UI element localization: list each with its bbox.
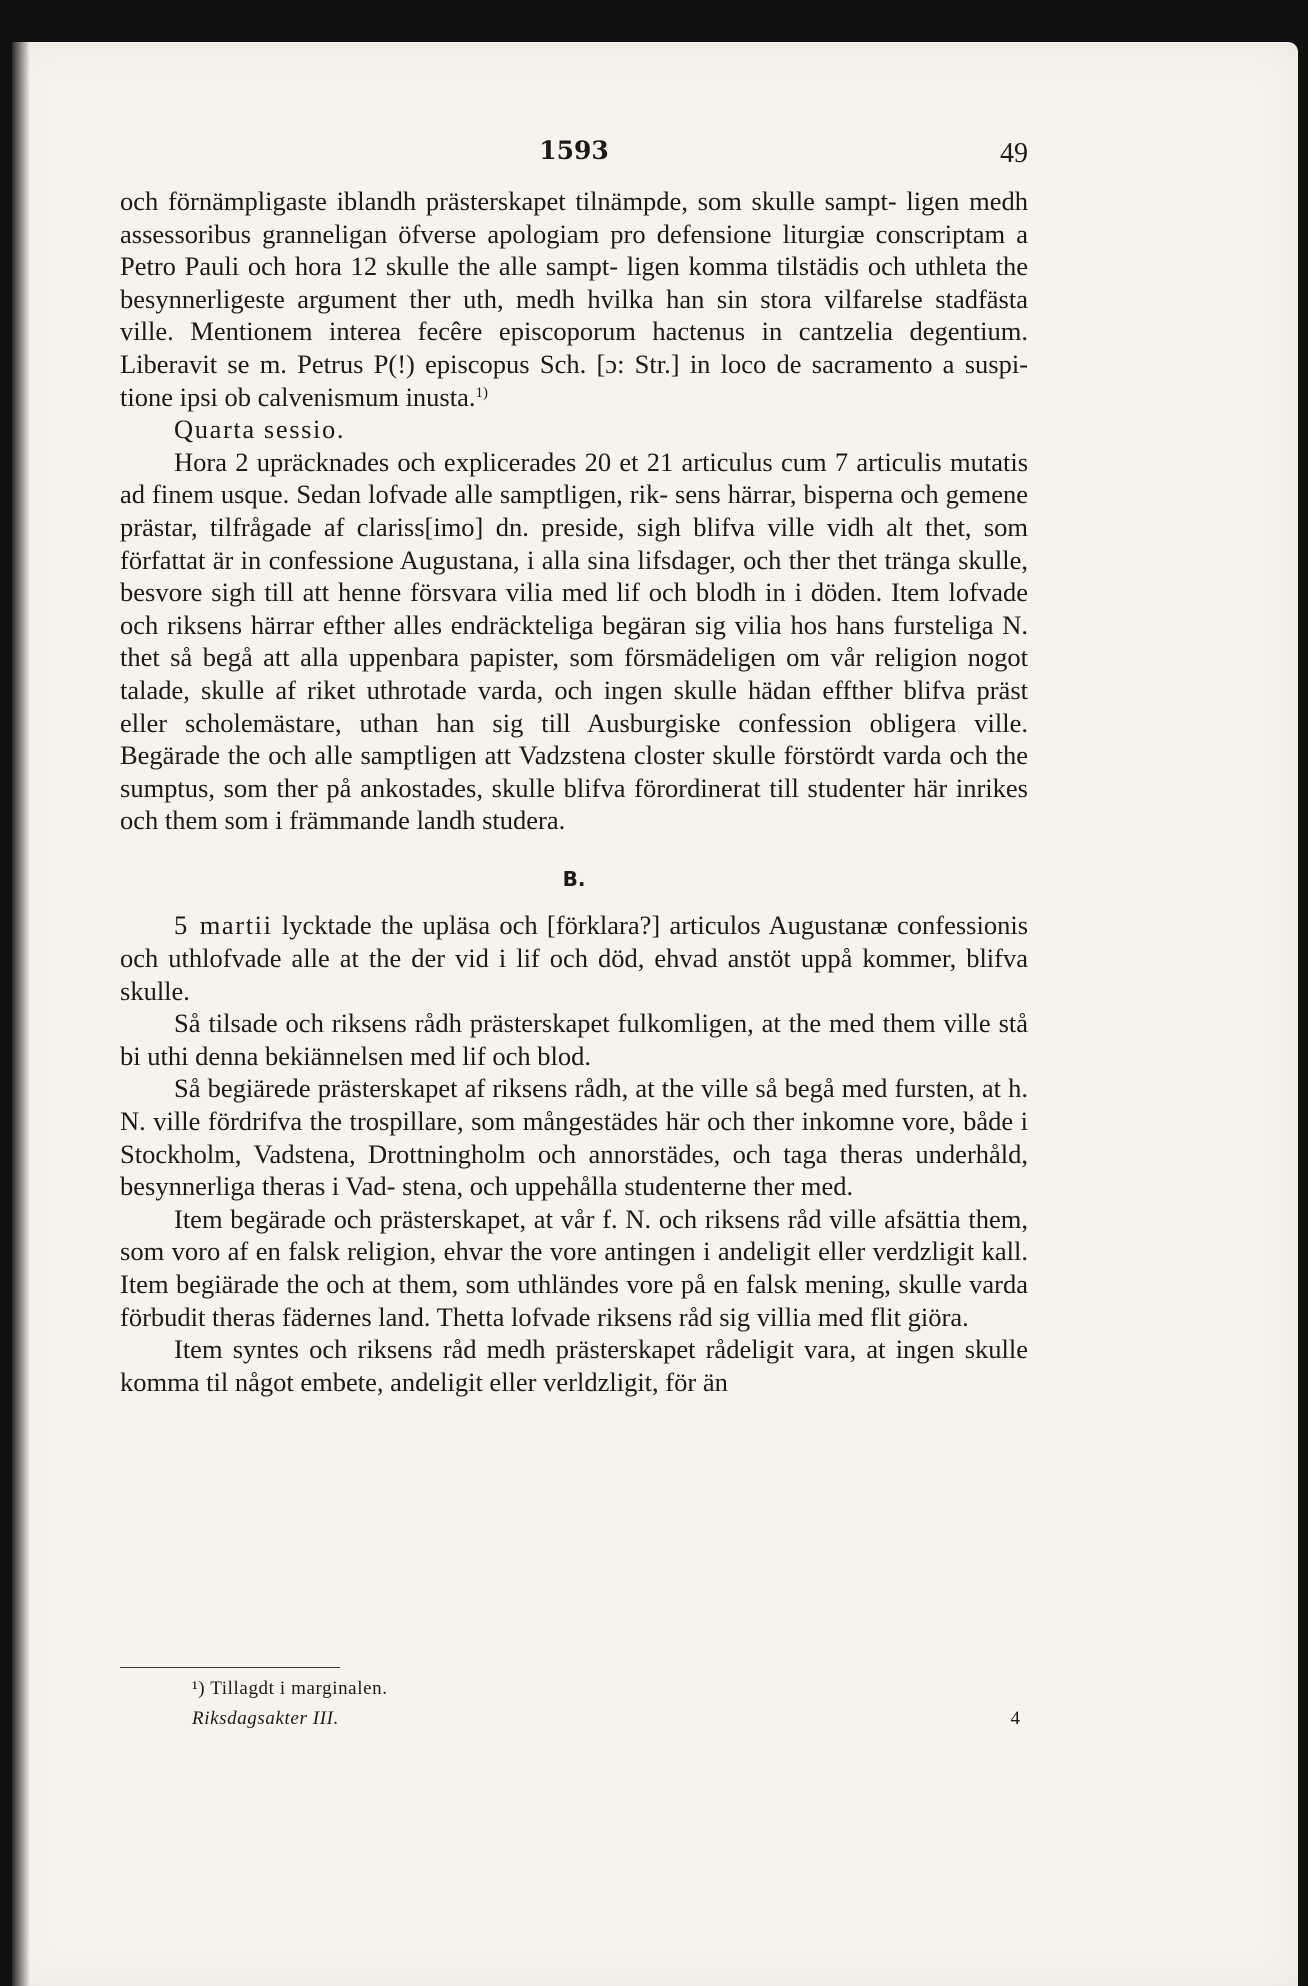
text-line: varda, och ingen skulle hädan effther blifva präst eller scholemästare, bbox=[120, 674, 1028, 738]
text-line: studenter här inrikes och them som i främmande landh studera. bbox=[120, 772, 1028, 836]
series-title: Riksdagsakter III. bbox=[192, 1708, 339, 1729]
text-line: Hora 2 upräcknades och explicerades 20 et 21 articulus cum 7 bbox=[174, 446, 849, 477]
text-line: här och ther inkomne vore, både i Stockholm, Vadstena, Drottningholm bbox=[120, 1106, 1029, 1169]
page-number: 49 bbox=[1000, 138, 1028, 169]
text-line: försmädeligen om vår religion nogot talade, skulle af riket uthrotade bbox=[120, 642, 1028, 705]
text-line: och förnämpligaste iblandh prästerskapet tilnämpde, som skulle sampt- bbox=[120, 186, 897, 216]
footer-line bbox=[120, 1708, 1028, 1736]
text-line: i andeligit eller verdzligit kall. Item begiärade the och at them, som bbox=[120, 1236, 1029, 1299]
text-line: them ville stå bi uthi denna bekiännelsen med lif och blod. bbox=[120, 1008, 1029, 1071]
text-line: interea fecêre episcoporum hactenus in cantzelia degentium. Liberavit bbox=[120, 316, 1028, 379]
text-line: afsättia them, som voro af en falsk religion, ehvar the vore antingen bbox=[120, 1203, 1028, 1267]
page-footer bbox=[120, 1667, 1028, 1736]
paragraph-b4 bbox=[120, 1203, 1028, 1333]
text-line: tione ipsi ob calvenismum inusta. bbox=[120, 381, 476, 412]
text-line: Så begiärede prästerskapet af riksens rådh, at the ville så begå bbox=[174, 1073, 835, 1104]
section-heading-b: B. bbox=[562, 866, 586, 891]
footnote-divider bbox=[120, 1667, 340, 1668]
paragraph-b3 bbox=[120, 1072, 1028, 1202]
footnote-reference: 1) bbox=[475, 384, 488, 401]
paragraph-b1 bbox=[120, 909, 1028, 1007]
text-line: lofvade och riksens härrar efther alles endräckteliga begäran sig vilia bbox=[120, 577, 1028, 640]
text-line: stena, och uppehålla studenterne ther med. bbox=[402, 1171, 854, 1202]
paragraph-quarta bbox=[120, 446, 1028, 837]
date-heading: 5 martii bbox=[174, 910, 273, 941]
text-line: sigh till att henne försvara vilia med lif och blodh in i döden. Item bbox=[211, 577, 940, 608]
main-text bbox=[120, 185, 1028, 1398]
text-line: preside, sigh blifva ville vidh alt thet, som författat är in confessione bbox=[120, 511, 1029, 575]
text-line: ligen komma tilstädis och uthleta the besynnerligeste argument ther bbox=[120, 251, 1028, 314]
text-line: uthländes vore på en falsk mening, skulle varda förbudit theras fädernes bbox=[120, 1269, 1028, 1332]
text-line: Item begärade och prästerskapet, at vår f. N. och riksens råd ville bbox=[174, 1203, 877, 1234]
text-line: liturgiæ conscriptam a Petro Pauli och hora 12 skulle the alle sampt- bbox=[120, 218, 1029, 282]
text-line: the sumptus, som ther på ankostades, skulle blifva förordinerat till bbox=[120, 740, 1028, 803]
running-header bbox=[120, 130, 1028, 178]
text-line: ligen medh assessoribus granneligan öfverse apologiam pro defensione bbox=[120, 186, 1028, 249]
text-line: ingen skulle komma til något embete, andeligit eller verldzligit, för än bbox=[120, 1334, 1028, 1397]
footnote: ¹) Tillagdt i marginalen. bbox=[192, 1678, 388, 1699]
printer-signature: 4 bbox=[1010, 1708, 1020, 1729]
text-line: sens härrar, bisperna och gemene prästar, tilfrågade af clariss[imo] dn. bbox=[120, 479, 1028, 542]
text-line: Så tilsade och riksens rådh prästerskapet fulkomligen, at the med bbox=[174, 1008, 875, 1039]
text-line: Item syntes och riksens råd medh prästerskapet rådeligit vara, at bbox=[174, 1334, 886, 1365]
session-heading bbox=[120, 413, 1028, 446]
text-line: lycktade the upläsa och [förklara?] articulos Augustanæ bbox=[281, 910, 888, 941]
text-line: se m. Petrus P(!) episcopus Sch. [ɔ: Str.] in loco de sacramento a suspi- bbox=[227, 348, 1029, 379]
text-line: hos hans fursteliga N. thet så begå att alla uppenbara papister, som bbox=[120, 609, 1028, 673]
paragraph-opening bbox=[120, 185, 1028, 413]
text-line: land. Thetta lofvade riksens råd sig villia med flit giöra. bbox=[378, 1301, 969, 1332]
text-line: anstöt uppå kommer, blifva skulle. bbox=[120, 943, 1029, 1006]
text-line: och annorstädes, och taga theras underhåld, besynnerliga theras i Vad- bbox=[120, 1138, 1029, 1202]
paragraph-b2 bbox=[120, 1007, 1028, 1072]
paragraph-b5 bbox=[120, 1333, 1028, 1398]
text-line: confessionis och uthlofvade alle at the der vid i lif och död, ehvad bbox=[120, 910, 1029, 974]
header-year: 1593 bbox=[539, 136, 609, 165]
quarta-sessio-heading: Quarta sessio. bbox=[174, 414, 346, 445]
text-line: uthan han sig till Ausburgiske confession obligera ville. Begärade the bbox=[120, 707, 1029, 771]
text-line: och alle samptligen att Vadzstena closter skulle förstördt varda och bbox=[268, 740, 988, 771]
text-line: Augustana, i alla sina lifsdager, och ther thet tränga skulle, besvore bbox=[120, 544, 1028, 608]
text-line: med fursten, at h. N. ville fördrifva the trospillare, som mångestädes bbox=[120, 1073, 1029, 1137]
binding-shadow bbox=[12, 42, 30, 1986]
text-line: uth, medh hvilka han sin stora vilfarelse stadfästa ville. Mentionem bbox=[120, 283, 1028, 347]
text-line: articulis mutatis ad finem usque. Sedan lofvade alle samptligen, rik- bbox=[120, 446, 1029, 510]
